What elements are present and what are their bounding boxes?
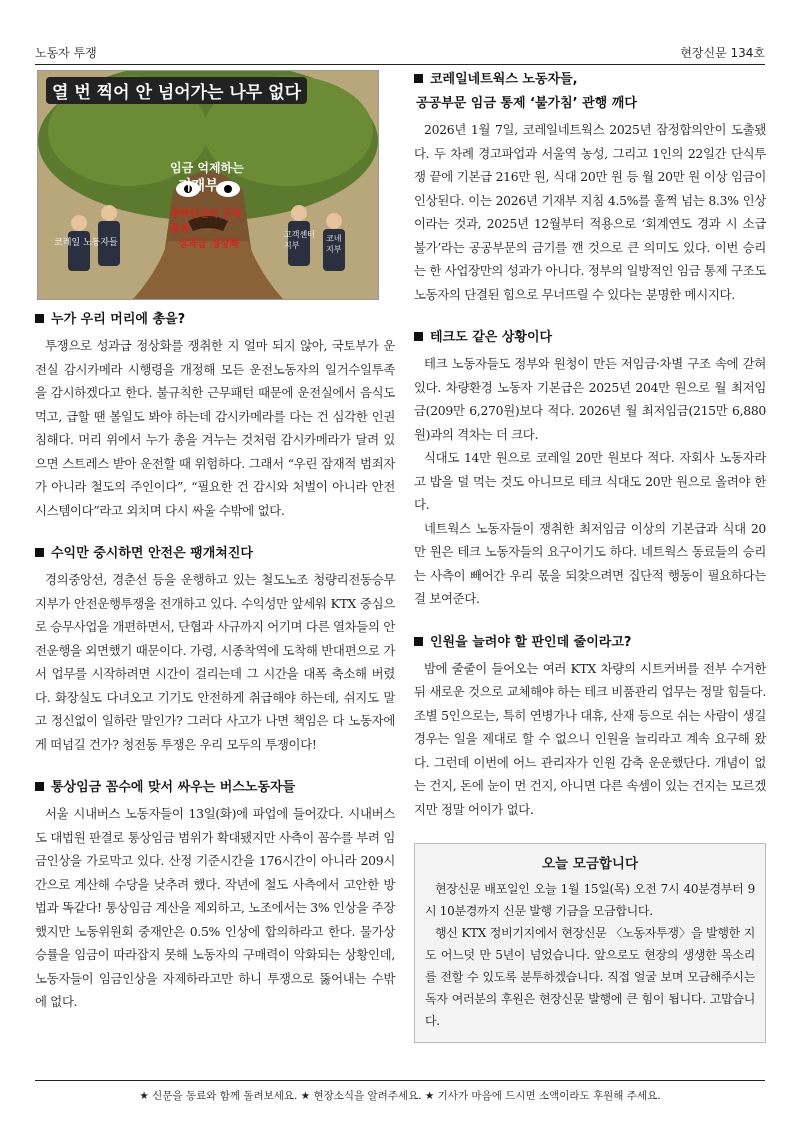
- cartoon-banner: 열 번 찍어 안 넘어가는 나무 없다: [46, 77, 307, 104]
- tree-tag-2: 성과급 정상화: [178, 239, 240, 250]
- bullet-square-icon: [414, 332, 423, 341]
- worker-label-right-2: 코네 지부: [326, 234, 342, 254]
- article-staffing: [414, 633, 766, 822]
- article-bus-workers: [35, 778, 395, 1014]
- cartoon-illustration: [37, 70, 379, 300]
- article-body: 서울 시내버스 노동자들이 13일(화)에 파업에 들어갔다. 시내버스도 대법원 판결로 통상임금 범위가 확대됐지만 사측이 꼼수를 부려 임금인상을 가로막고 있다. 산정 기준시간을 176시간이 아니라 209시간으로 계산해 수당을 낮추려 했다. 작년에 철도 사측에서 고안한 방법과 똑같다! 통상임금 계산을 제외하고, 노조에서는 3% 인상을 주장했지만 노동위원회 중재안은 0.5% 인상에 합의하라고 한다. 물가상승률을 임금이 따라잡지 못해 노동자의 구매력이 악화되는 상황인데, 노동자들이 임금인상을 자제하라고만 하니 투쟁으로 뚫어내는 수밖에 없다.: [35, 806, 395, 1009]
- notice-body: 현장신문 배포일인 오늘 1월 15일(목) 오전 7시 40분경부터 9시 10분경까지 신문 발행 기금을 모금합니다.: [425, 882, 755, 918]
- notice-body: 행신 KTX 정비기지에서 현장신문 〈노동자투쟁〉을 발행한 지도 어느덧 만 5년이 넘었습니다. 앞으로도 현장의 생생한 목소리를 전할 수 있도록 분투하겠습니다. 직접 얼굴 보며 모금해주시는 독자 여러분의 후원은 현장신문 발행에 큰 힘이 됩니다. 고맙습니다.: [425, 926, 755, 1028]
- notice-title: 오늘 모금합니다: [542, 856, 638, 872]
- worker-label-left: 코레일 노동자들: [54, 238, 118, 248]
- article-surveillance: [35, 310, 395, 522]
- article-body: 경의중앙선, 경춘선 등을 운행하고 있는 철도노조 청량리전동승무지부가 안전운행투쟁을 전개하고 있다. 수익성만 앞세워 KTX 중심으로 승무사업을 개편하면서, 단협과 사규까지 어기며 다른 열차들의 안전운행을 외면했기 때문이다. 가령, 시종착역에 도착해 반대편으로 가서 업무를 시작하려면 시간이 걸리는데 그 시간을 대폭 축소해 버렸다. 화장실도 다녀오고 기기도 안전하게 취급해야 하는데, 쉬지도 말고 정신없이 일하란 말인가? 그러다 사고가 나면 책임은 다 노동자에게 떠넘길 건가? 청전동 투쟁은 우리 모두의 투쟁이다!: [35, 572, 395, 752]
- tree-label-2: 기재부: [178, 178, 219, 194]
- bullet-square-icon: [35, 548, 44, 557]
- article-safety: [35, 544, 395, 756]
- article-networks: [414, 70, 766, 306]
- article-title: 통상임금 꼼수에 맞서 싸우는 버스노동자들: [35, 778, 395, 798]
- page-header: [35, 40, 765, 62]
- article-title: 테크도 같은 상황이다: [414, 328, 766, 348]
- fundraising-notice-box: [414, 843, 766, 1043]
- article-body: 투쟁으로 성과급 정상화를 쟁취한 지 얼마 되지 않아, 국토부가 운전실 감시카메라 시행령을 개정해 모든 운전노동자의 일거수일투족을 감시하겠다고 한다. 불규칙한 근무패턴 때문에 운전실에서 음식도 먹고, 급할 땐 볼일도 봐야 하는데 감시카메라를 다는 건 심각한 인권침해다. 머리 위에서 누가 총을 겨누는 것처럼 감시카메라가 달려 있으면 스트레스 받아 운전할 때 위험하다. 그래서 “우린 잠재적 범죄자가 아니라 철도의 주인이다”, “필요한 건 감시와 처벌이 아니라 안전시스템이다”라고 외치며 다시 싸울 수밖에 없다.: [35, 338, 395, 518]
- tree-tag-1: 총액인건비 규제 통제: [170, 209, 242, 235]
- worker-label-right-1: 고객센터 지부: [284, 230, 315, 250]
- article-title: 인원을 늘려야 할 판인데 줄이라고?: [414, 633, 766, 653]
- left-column: [35, 70, 395, 1036]
- article-body: 테크 노동자들도 정부와 원청이 만든 저임금·차별 구조 속에 갇혀있다. 차량환경 노동자 기본급은 2025년 204만 원으로 월 최저임금(209만 6,270원)보다 적다. 2026년 월 최저임금(215만 6,880원)과의 격차는 더 크다.: [414, 356, 766, 442]
- article-body: 밤에 줄줄이 들어오는 여러 KTX 차량의 시트커버를 전부 수거한 뒤 새로운 것으로 교체해야 하는 테크 비품관리 업무는 정말 힘들다. 조별 5인으로는, 특히 연병가나 대휴, 산재 등으로 쉬는 사람이 생길 경우는 일을 제대로 할 수 없으니 인원을 늘리라고 계속 요구해 왔다. 그런데 이번에 어느 관리자가 인원 감축 운운했단다. 개념이 없는 건지, 돈에 눈이 먼 건지, 아니면 다른 속셈이 있는 건지는 모르겠지만 정말 어이가 없다.: [414, 660, 766, 817]
- tree-label-1: 임금 억제하는: [170, 161, 244, 175]
- article-title: 누가 우리 머리에 총을?: [35, 310, 395, 330]
- article-body: 식대도 14만 원으로 코레일 20만 원보다 적다. 자회사 노동자라고 밥을 덜 먹는 것도 아니므로 테크 식대도 20만 원으로 올려야 한다.: [414, 450, 766, 512]
- page-footer: ★ 신문을 동료와 함께 돌려보세요. ★ 현장소식을 알려주세요. ★ 기사가 마음에 드시면 소액이라도 후원해 주세요.: [139, 1090, 661, 1102]
- right-column: [414, 70, 766, 1043]
- bullet-square-icon: [35, 782, 44, 791]
- footer-rule: [35, 1080, 765, 1081]
- bullet-square-icon: [414, 74, 423, 83]
- bullet-square-icon: [35, 314, 44, 323]
- header-issue-number: 현장신문 134호: [680, 46, 765, 60]
- article-body: 네트웍스 노동자들이 쟁취한 최저임금 이상의 기본급과 식대 20만 원은 테크 노동자들의 요구이기도 하다. 네트웍스 동료들의 승리는 사측이 빼어간 우리 몫을 되찾으려면 집단적 행동이 필요하다는 걸 보여준다.: [414, 520, 766, 606]
- header-section-label: 노동자 투쟁: [35, 46, 97, 60]
- article-body: 2026년 1월 7일, 코레일네트웍스 2025년 잠정합의안이 도출됐다. 두 차례 경고파업과 서울역 농성, 그리고 1인의 22일간 단식투쟁 끝에 기본급 216만 원, 식대 20만 원 등 월 20만 원 이상 임금이 인상된다. 이는 2026년 기재부 지침 4.5%를 훌쩍 넘는 8.3% 인상이라는 것과, 2025년 12월부터 적용으로 ‘회계연도 경과 시 소급 불가’라는 공공부문의 금기를 깬 것으로 큰 의미도 있다. 이번 승리는 한 사업장만의 성과가 아니다. 정부의 일방적인 임금 통제 구조도 노동자의 단결된 힘으로 무너뜨릴 수 있다는 분명한 메시지다.: [414, 122, 766, 302]
- article-title: 코레일네트웍스 노동자들,: [414, 70, 766, 90]
- bullet-square-icon: [414, 637, 423, 646]
- article-title: 수익만 중시하면 안전은 팽개쳐진다: [35, 544, 395, 564]
- article-tech: [414, 328, 766, 611]
- article-title-line2: 공공부문 임금 통제 ‘불가침’ 관행 깨다: [416, 96, 637, 111]
- header-rule: [35, 64, 765, 65]
